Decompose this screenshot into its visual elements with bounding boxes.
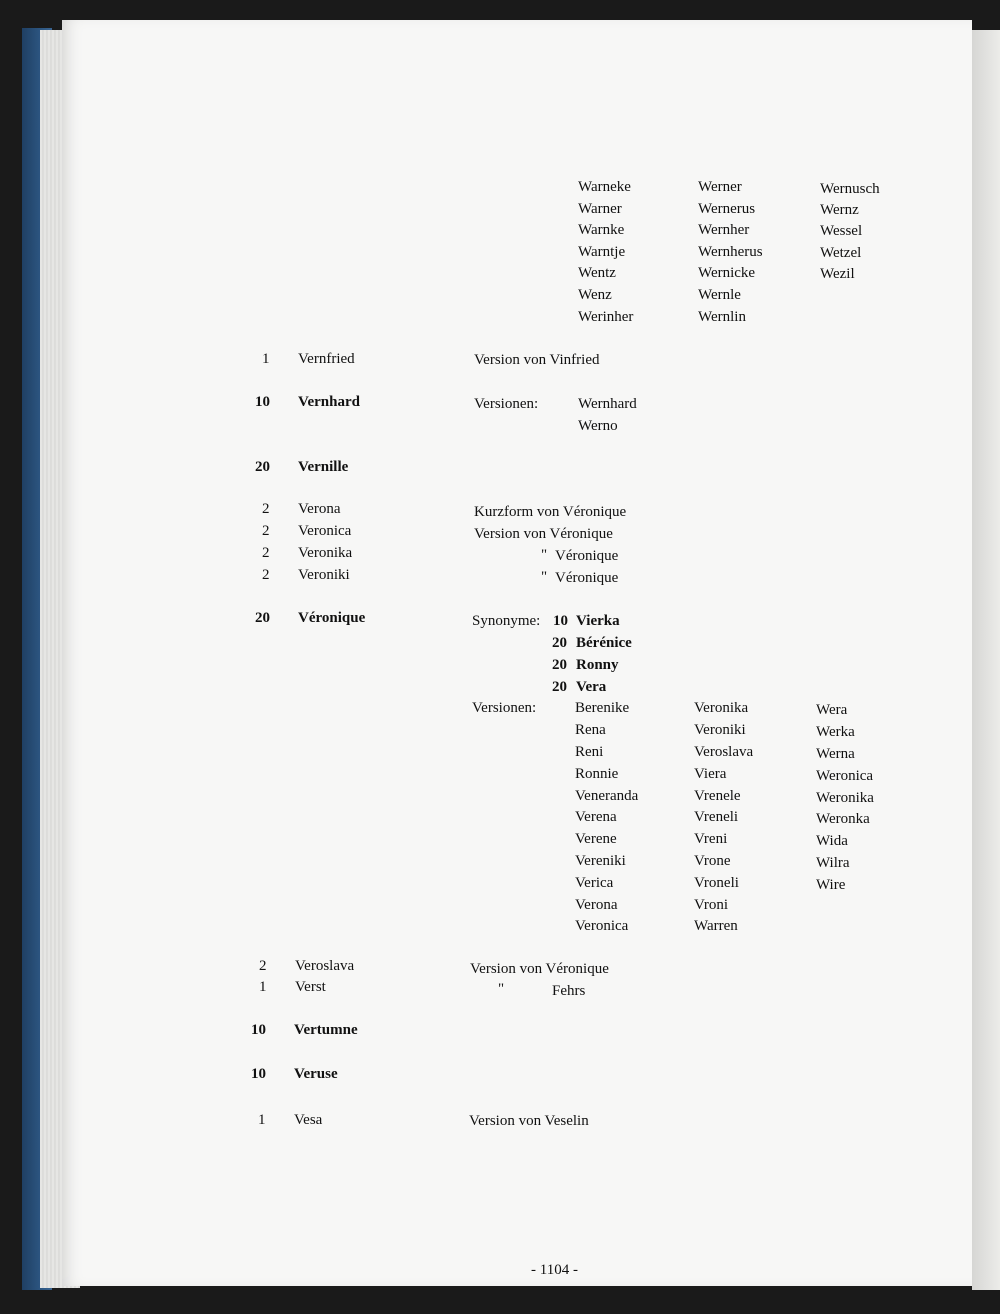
version-item: Wera [816, 702, 848, 718]
version-item: Werna [816, 746, 855, 762]
name-item: Wernicke [698, 265, 756, 281]
name-item: Warneke [578, 179, 631, 195]
entry-count: 20 [255, 459, 270, 475]
entry-name: Verona [298, 501, 341, 517]
entry-name: Vernille [298, 459, 349, 475]
version-item: Weronica [816, 768, 874, 784]
name-item: Wernz [820, 202, 859, 218]
version-item: Vroni [694, 897, 729, 913]
name-item: Wernher [698, 222, 750, 238]
version-item: Viera [694, 766, 727, 782]
version-item: Veneranda [575, 788, 639, 804]
version-item: Weronka [816, 811, 870, 827]
version-item: Veronika [694, 700, 749, 716]
entry-count: 20 [255, 610, 270, 626]
entry-name: Véronique [298, 610, 366, 626]
version-item: Weronika [816, 790, 874, 806]
synonyme-label: Synonyme: [472, 613, 541, 629]
entry-name: Vernhard [298, 394, 360, 410]
entry-name: Veruse [294, 1066, 338, 1082]
name-item: Wernle [698, 287, 741, 303]
name-item: Werinher [578, 309, 634, 325]
version-item: Reni [575, 744, 604, 760]
version-item: Wire [816, 877, 846, 893]
entry-name: Vertumne [294, 1022, 358, 1038]
name-item: Warner [578, 201, 622, 217]
version-item: Werno [578, 418, 618, 434]
name-item: Wentz [578, 265, 616, 281]
ditto-mark: " [541, 547, 548, 563]
name-item: Werner [698, 179, 742, 195]
version-item: Wilra [816, 855, 850, 871]
version-item: Vroneli [694, 875, 739, 891]
name-item: Wernherus [698, 244, 763, 260]
name-item: Wezil [820, 266, 855, 282]
version-item: Vreni [694, 831, 728, 847]
ditto-mark: " [541, 569, 548, 585]
version-item: Rena [575, 722, 606, 738]
entry-description: Kurzform von Véronique [474, 504, 627, 520]
synonym-name: Vierka [576, 613, 620, 629]
name-item: Wernlin [698, 309, 746, 325]
version-item: Verona [575, 897, 618, 913]
name-item: Wessel [820, 223, 863, 239]
entry-description: Version von Véronique [470, 961, 609, 977]
version-item: Vrenele [694, 788, 741, 804]
synonym-name: Ronny [576, 657, 619, 673]
version-item: Verica [575, 875, 614, 891]
entry-name: Veronika [298, 545, 353, 561]
entry-name: Veronica [298, 523, 352, 539]
entry-description: Fehrs [552, 983, 586, 999]
version-item: Berenike [575, 700, 630, 716]
version-item: Verene [575, 831, 617, 847]
entry-count: 2 [259, 958, 267, 974]
entry-name: Veroniki [298, 567, 350, 583]
entry-name: Veroslava [295, 958, 355, 974]
entry-count: 1 [258, 1112, 266, 1128]
entry-description: Véronique [555, 570, 619, 586]
synonym-name: Vera [576, 679, 607, 695]
name-item: Wetzel [820, 245, 862, 261]
entry-count: 2 [262, 545, 270, 561]
entry-description: Version von Vinfried [474, 352, 600, 368]
entry-count: 2 [262, 501, 270, 517]
ditto-mark: " [498, 981, 505, 997]
version-item: Warren [694, 918, 738, 934]
entry-count: 10 [251, 1066, 266, 1082]
entry-description: Véronique [555, 548, 619, 564]
version-item: Veroslava [694, 744, 754, 760]
entry-name: Verst [295, 979, 326, 995]
version-item: Vereniki [575, 853, 626, 869]
name-item: Wernerus [698, 201, 756, 217]
synonym-count: 20 [552, 679, 567, 695]
version-item: Verena [575, 809, 617, 825]
name-item: Wenz [578, 287, 612, 303]
entry-count: 2 [262, 567, 270, 583]
next-page-sliver [972, 30, 1000, 1290]
version-item: Wida [816, 833, 848, 849]
synonym-count: 20 [552, 657, 567, 673]
entry-count: 10 [255, 394, 270, 410]
version-item: Ronnie [575, 766, 619, 782]
entry-name: Vernfried [298, 351, 355, 367]
entry-count: 2 [262, 523, 270, 539]
name-item: Warnke [578, 222, 625, 238]
version-item: Veroniki [694, 722, 746, 738]
version-item: Werka [816, 724, 855, 740]
version-item: Vrone [694, 853, 731, 869]
entry-count: 10 [251, 1022, 266, 1038]
entry-count: 1 [259, 979, 267, 995]
entry-count: 1 [262, 351, 270, 367]
versionen-label: Versionen: [472, 700, 537, 716]
entry-name: Vesa [294, 1112, 323, 1128]
name-item: Warntje [578, 244, 626, 260]
entry-description: Version von Véronique [474, 526, 613, 542]
synonym-name: Bérénice [576, 635, 632, 651]
synonym-count: 10 [553, 613, 568, 629]
version-item: Veronica [575, 918, 629, 934]
page-number: - 1104 - [531, 1262, 578, 1278]
version-item: Vreneli [694, 809, 739, 825]
name-item: Wernusch [820, 181, 880, 197]
synonym-count: 20 [552, 635, 567, 651]
version-item: Wernhard [578, 396, 637, 412]
entry-description: Version von Veselin [469, 1113, 589, 1129]
entry-label: Versionen: [474, 396, 539, 412]
